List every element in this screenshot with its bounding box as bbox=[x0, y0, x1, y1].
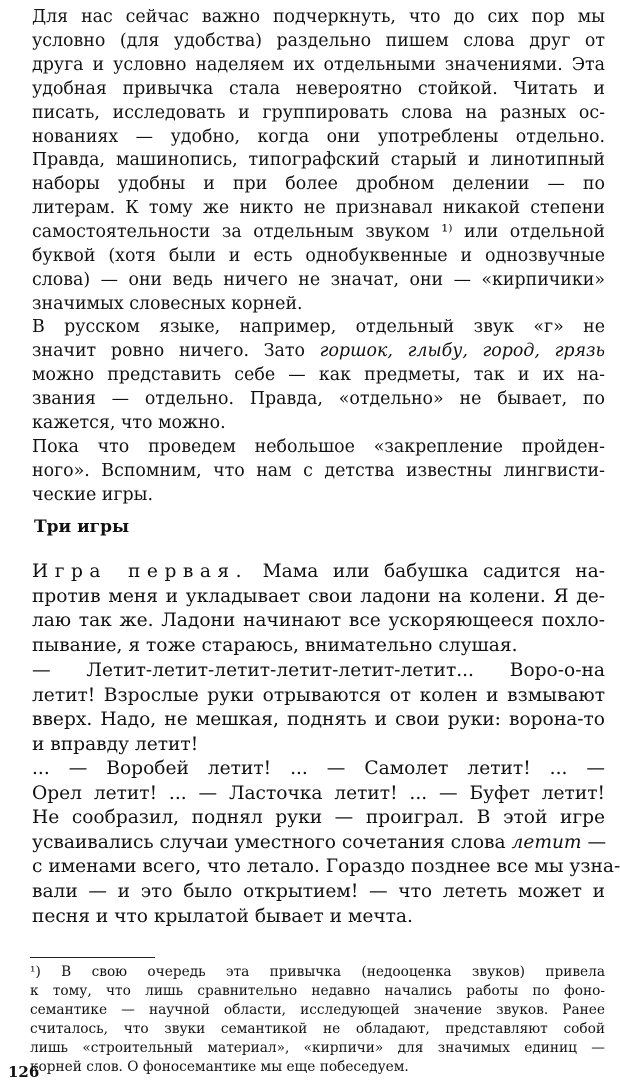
text-line: с именами всего, что летало. Гораздо позднее все мы узна- bbox=[32, 856, 620, 878]
text-line: и вправду летит! bbox=[32, 733, 199, 755]
text-line: против меня и укладывает свои ладони на колени. Я де- bbox=[32, 585, 605, 607]
text-line: В русском языке, например, отдельный звук «г» не bbox=[32, 317, 605, 337]
text-line: значит ровно ничего. Зато горшок, глыбу, город, грязь bbox=[32, 340, 605, 361]
text-line: звания — отдельно. Правда, «отдельно» не бывает, по bbox=[32, 388, 605, 409]
text-line: песня и что крылатой бывает и мечта. bbox=[32, 905, 413, 927]
text-line: наборы удобны и при более дробном делении — по bbox=[32, 174, 605, 195]
text-line: кажется, что можно. bbox=[32, 412, 226, 433]
footnote bbox=[30, 963, 605, 1076]
text-line: пывание, я тоже стараюсь, внимательно слушая. bbox=[32, 634, 518, 656]
italic-text: летит bbox=[511, 831, 582, 853]
footnote-line: семантике — научной области, исследующей значение звуков. Ранее bbox=[30, 1001, 605, 1018]
text-line: вали — и это было открытием! — что лететь может и bbox=[32, 880, 605, 902]
text-fragment: Мама или бабушка садится на- bbox=[262, 561, 605, 582]
game-label: Игра первая. bbox=[32, 561, 249, 582]
footnote-line: считалось, что звуки семантикой не обладают, представляют собой bbox=[30, 1020, 605, 1037]
text-line: лаю так же. Ладони начинают все ускоряющееся похло- bbox=[32, 610, 605, 632]
text-line: усваивались случаи уместного сочетания слова летит — bbox=[32, 831, 607, 853]
text-line: Не сообразил, поднял руки — проиграл. В этой игре bbox=[32, 807, 605, 829]
paragraph-4 bbox=[32, 560, 605, 658]
paragraph-1 bbox=[32, 6, 605, 317]
text-line: ного». Вспомним, что нам с детства известны лингвисти- bbox=[32, 460, 605, 481]
text-line: Пока что проведем небольшое «закрепление пройден- bbox=[32, 437, 605, 457]
page-number: 126 bbox=[8, 1063, 40, 1081]
text-line: Правда, машинопись, типографский старый и линотипный bbox=[32, 150, 605, 171]
text-line: писать, исследовать и группировать слова на разных ос- bbox=[32, 102, 605, 123]
text-line bbox=[32, 560, 605, 585]
paragraph-3 bbox=[32, 436, 605, 508]
text-line: Для нас сейчас важно подчеркнуть, что до сих пор мы bbox=[32, 7, 605, 27]
footnote-line: к тому, что лишь сравнительно недавно начались работы по фоно- bbox=[30, 982, 605, 999]
text-line: нованиях — удобно, когда они употреблены отдельно. bbox=[32, 126, 605, 147]
italic-text: горшок, глыбу, город, грязь bbox=[319, 340, 605, 361]
text-line: значимых словесных корней. bbox=[32, 293, 303, 314]
text-line: ... — Воробей летит! ... — Самолет летит! ... — bbox=[32, 758, 605, 779]
text-line: летит! Взрослые руки отрываются от колен и взмывают bbox=[32, 684, 605, 706]
text-line: самостоятельности за отдельным звуком ¹⁾ или отдельной bbox=[32, 222, 605, 243]
text-line: можно представить себе — как предметы, так и их на- bbox=[32, 364, 605, 385]
text-line: вверх. Надо, не мешкая, поднять и свои руки: ворона-то bbox=[32, 709, 605, 731]
footnote-line: ¹) В свою очередь эта привычка (недооценка звуков) привела bbox=[30, 964, 605, 980]
text-line: удобная привычка стала невероятно стойкой. Читать и bbox=[32, 78, 605, 99]
footnote-divider bbox=[30, 957, 155, 958]
text-line: друга и условно наделяем их отдельными значениями. Эта bbox=[32, 54, 605, 75]
text-line: слова) — они ведь ничего не значат, они — «кирпичики» bbox=[32, 269, 605, 290]
section-title: Три игры bbox=[34, 517, 130, 537]
text-line: условно (для удобства) раздельно пишем слова друг от bbox=[32, 30, 605, 51]
footnote-line: корней слов. О фоносемантике мы еще побеседуем. bbox=[30, 1058, 409, 1075]
paragraph-2 bbox=[32, 316, 605, 436]
footnote-line: лишь «строительный материал», «кирпичи» для значимых единиц — bbox=[30, 1039, 605, 1056]
paragraph-5 bbox=[32, 659, 605, 757]
text-line: буквой (хотя были и есть однобуквенные и однозвучные bbox=[32, 246, 605, 267]
text-line: — Летит-летит-летит-летит-летит-летит... Воро-о-на bbox=[32, 660, 605, 681]
text-line: ческие игры. bbox=[32, 484, 154, 505]
text-line: литерам. К тому же никто не признавал никакой степени bbox=[32, 198, 605, 219]
paragraph-6 bbox=[32, 757, 620, 929]
text-line: Орел летит! ... — Ласточка летит! ... — Буфет летит! bbox=[32, 782, 605, 804]
